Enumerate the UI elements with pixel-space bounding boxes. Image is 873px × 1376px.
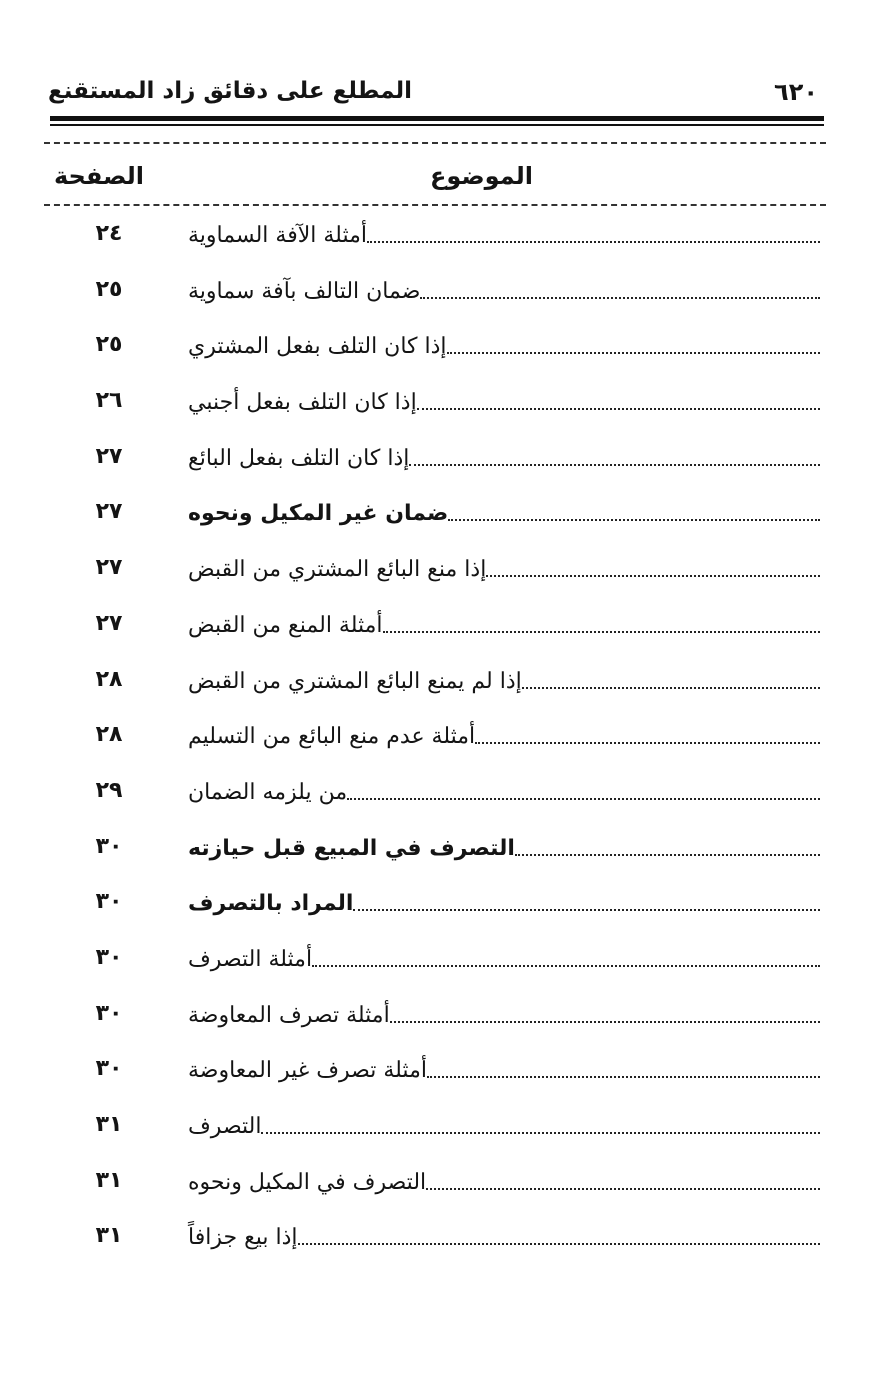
- toc-entry-page: ٣١: [95, 1112, 123, 1137]
- toc-entry: [40, 1209, 820, 1265]
- toc-entry: [40, 875, 820, 931]
- toc-entry-page: ٣٠: [95, 1000, 123, 1026]
- toc-entry: [40, 318, 820, 374]
- toc-entry-page: ٢٤: [95, 221, 123, 246]
- column-header-top-divider: [44, 142, 826, 144]
- toc-entry-title: أمثلة عدم منع البائع من التسليم: [188, 724, 476, 750]
- dot-leader: [367, 241, 820, 243]
- toc-entry-page: ٣١: [95, 1223, 123, 1249]
- toc-entry-title: التصرف في المكيل ونحوه: [188, 1169, 427, 1195]
- column-heading-topic: الموضوع: [430, 162, 534, 190]
- toc-entry-title: أمثلة المنع من القبض: [188, 612, 383, 638]
- toc-entry-line: [180, 273, 820, 307]
- toc-entry-title: ضمان غير المكيل ونحوه: [188, 501, 449, 527]
- dot-leader: [486, 575, 820, 577]
- toc-entry-title: من يلزمه الضمان: [188, 779, 348, 805]
- toc-entry-title: إذا كان التلف بفعل المشتري: [188, 334, 447, 360]
- dot-leader: [475, 742, 820, 744]
- toc-entry: [40, 987, 820, 1043]
- toc-entry-title: التصرف في المبيع قبل حيازته: [188, 835, 515, 861]
- toc-entry-page: ٢٦: [95, 388, 123, 414]
- header-rule-thick: [50, 116, 824, 121]
- toc-entry-title: إذا كان التلف بفعل البائع: [188, 445, 410, 471]
- toc-entry-page: ٢٧: [95, 610, 123, 636]
- toc-entry-page: ٢٧: [95, 555, 123, 581]
- toc-entry: [40, 541, 820, 597]
- toc-entry-title: إذا لم يمنع البائع المشتري من القبض: [188, 668, 522, 694]
- toc-entry: [40, 1042, 820, 1098]
- dot-leader: [347, 798, 820, 800]
- toc-entry: [40, 430, 820, 486]
- toc-entry-page: ٣٠: [95, 889, 123, 915]
- toc-entry-page: ٢٥: [95, 276, 123, 302]
- toc-entry-title: أمثلة التصرف: [188, 946, 313, 972]
- toc-entry-title: إذا بيع جزافاً: [188, 1225, 298, 1251]
- toc-entry-line: [180, 1164, 820, 1198]
- toc-entry: [40, 207, 820, 263]
- toc-entry-line: [180, 440, 820, 474]
- toc-entry-page: ٣٠: [95, 944, 123, 970]
- toc-entry-title: التصرف: [188, 1114, 262, 1139]
- toc-entry-line: [180, 495, 820, 529]
- dot-leader: [427, 1076, 820, 1078]
- table-of-contents: [40, 207, 820, 1265]
- toc-entry-line: [180, 384, 820, 418]
- toc-entry-line: [180, 885, 820, 919]
- book-title: المطلع على دقائق زاد المستقنع: [48, 78, 413, 104]
- dot-leader: [426, 1188, 820, 1190]
- header-rule-thin: [50, 124, 824, 126]
- toc-entry: [40, 653, 820, 709]
- page-number: ٦٢٠: [774, 78, 818, 106]
- dot-leader: [390, 1021, 820, 1023]
- toc-entry: [40, 597, 820, 653]
- toc-entry-line: [180, 328, 820, 362]
- toc-entry-page: ٢٥: [95, 332, 123, 358]
- toc-entry: [40, 485, 820, 541]
- toc-entry-line: [180, 663, 820, 697]
- toc-entry-page: ٢٨: [95, 666, 123, 692]
- toc-entry-line: [180, 1108, 820, 1142]
- dot-leader: [409, 464, 820, 466]
- toc-entry-page: ٢٨: [95, 722, 123, 748]
- toc-entry-title: إذا كان التلف بفعل أجنبي: [188, 390, 417, 416]
- dot-leader: [515, 854, 820, 856]
- dot-leader: [353, 909, 820, 911]
- toc-entry-line: [180, 941, 820, 975]
- toc-entry-line: [180, 217, 820, 251]
- toc-entry-title: أمثلة تصرف المعاوضة: [188, 1002, 390, 1028]
- toc-entry-title: المراد بالتصرف: [188, 891, 354, 917]
- toc-entry-page: ٣١: [95, 1167, 123, 1193]
- dot-leader: [312, 965, 820, 967]
- toc-entry-line: [180, 1219, 820, 1253]
- toc-entry-page: ٢٧: [95, 499, 123, 525]
- toc-entry: [40, 931, 820, 987]
- toc-entry: [40, 820, 820, 876]
- toc-entry-page: ٣٠: [95, 1056, 123, 1082]
- dot-leader: [448, 519, 820, 521]
- toc-entry-line: [180, 774, 820, 808]
- dot-leader: [261, 1132, 820, 1134]
- dot-leader: [417, 408, 820, 410]
- toc-entry-title: أمثلة تصرف غير المعاوضة: [188, 1058, 427, 1084]
- toc-entry: [40, 708, 820, 764]
- toc-entry-line: [180, 997, 820, 1031]
- toc-entry-line: [180, 607, 820, 641]
- dot-leader: [383, 631, 820, 633]
- toc-entry: [40, 1098, 820, 1154]
- toc-entry-title: أمثلة الآفة السماوية: [188, 223, 367, 248]
- toc-entry: [40, 1154, 820, 1210]
- toc-entry-line: [180, 1052, 820, 1086]
- dot-leader: [522, 687, 820, 689]
- toc-entry-title: إذا منع البائع المشتري من القبض: [188, 557, 487, 583]
- toc-entry: [40, 764, 820, 820]
- toc-entry: [40, 374, 820, 430]
- running-header: [48, 78, 818, 118]
- dot-leader: [298, 1243, 820, 1245]
- toc-entry-line: [180, 551, 820, 585]
- toc-entry-page: ٢٧: [95, 443, 123, 469]
- toc-entry-line: [180, 830, 820, 864]
- toc-entry-title: ضمان التالف بآفة سماوية: [188, 278, 421, 304]
- toc-entry-page: ٢٩: [95, 777, 123, 803]
- dot-leader: [447, 352, 820, 354]
- column-heading-page: الصفحة: [54, 162, 145, 190]
- dot-leader: [420, 297, 820, 299]
- column-header-bottom-divider: [44, 204, 826, 206]
- toc-entry: [40, 263, 820, 319]
- toc-entry-page: ٣٠: [95, 833, 123, 859]
- toc-entry-line: [180, 718, 820, 752]
